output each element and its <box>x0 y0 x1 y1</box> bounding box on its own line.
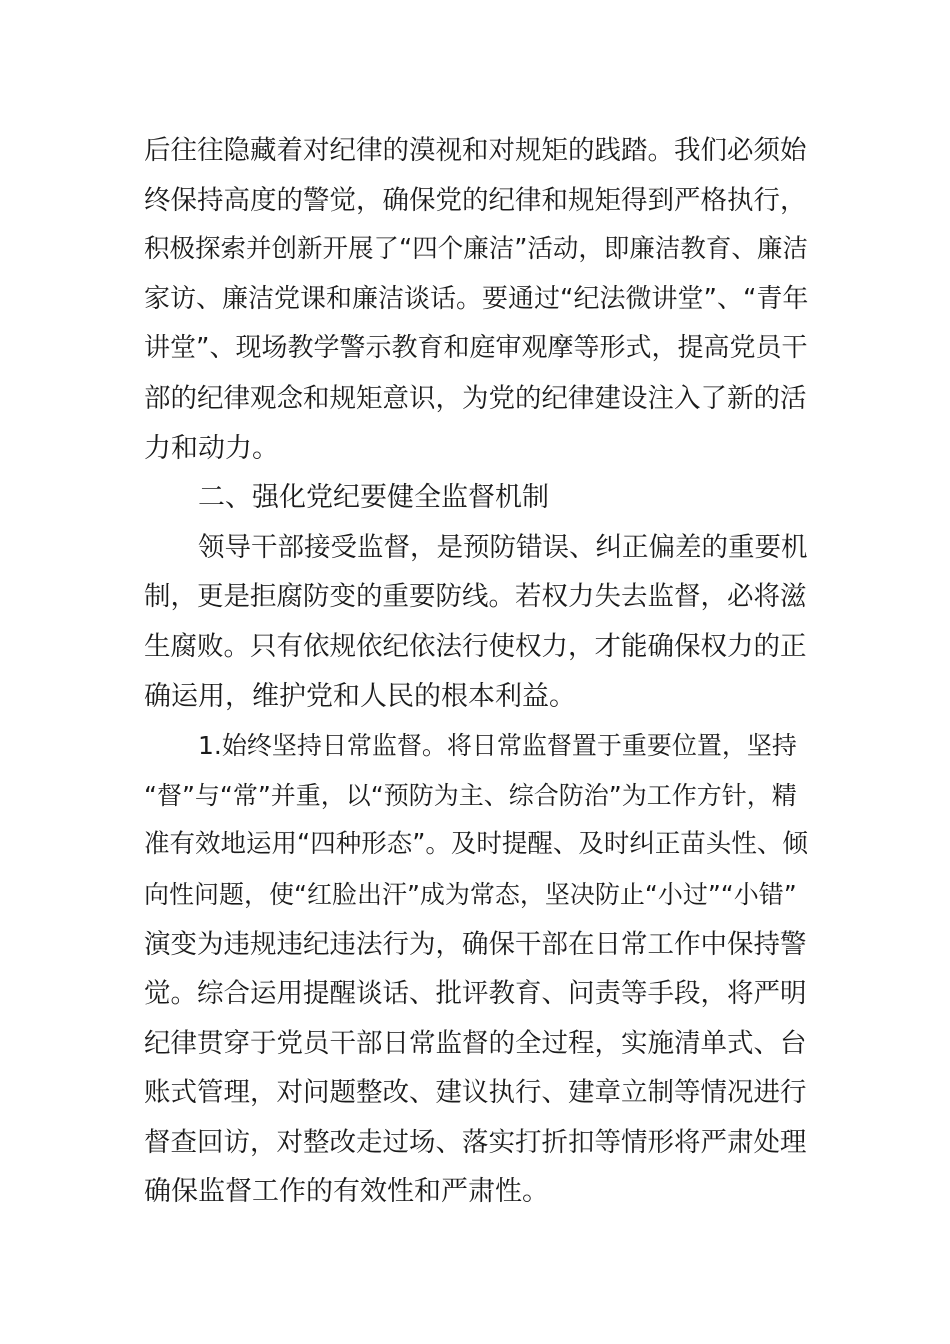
text-line <box>144 1068 808 1118</box>
text-line <box>144 721 808 771</box>
line-text: 家访、廉洁党课和廉洁谈话。要通过“纪法微讲堂”、“青年 <box>144 283 808 314</box>
line-text: 1.始终坚持日常监督。将日常监督置于重要位置，坚持 <box>198 731 797 761</box>
line-text: 力和动力。 <box>144 432 279 464</box>
text-line <box>144 374 808 424</box>
text-line <box>144 225 808 275</box>
line-text: 准有效地运用“四种形态”。及时提醒、及时纠正苗头性、倾 <box>144 829 808 860</box>
document-body <box>144 126 808 1217</box>
section-heading <box>144 473 808 523</box>
text-line <box>144 275 808 325</box>
line-text: 后往往隐藏着对纪律的漠视和对规矩的践踏。我们必须始 <box>144 135 807 166</box>
line-text: 部的纪律观念和规矩意识，为党的纪律建设注入了新的活 <box>144 382 807 414</box>
line-text: 觉。综合运用提醒谈话、批评教育、问责等手段，将严明 <box>144 978 807 1010</box>
line-text: 积极探索并创新开展了“四个廉洁”活动，即廉洁教育、廉洁 <box>144 234 808 265</box>
line-text: 向性问题，使“红脸出汗”成为常态，坚决防止“小过”“小错” <box>144 879 797 909</box>
line-text: 督查回访，对整改走过场、落实打折扣等情形将严肃处理 <box>144 1126 807 1158</box>
text-line <box>144 1167 808 1217</box>
text-line <box>144 920 808 970</box>
line-text: 制，更是拒腐防变的重要防线。若权力失去监督，必将滋 <box>144 581 807 613</box>
line-text: “督”与“常”并重，以“预防为主、综合防治”为工作方针，精 <box>144 780 797 810</box>
line-text: 确保监督工作的有效性和严肃性。 <box>144 1176 549 1208</box>
text-line <box>144 820 808 870</box>
line-text: 演变为违规违纪违法行为，确保干部在日常工作中保持警 <box>144 928 807 960</box>
text-line <box>144 622 808 672</box>
text-line <box>144 523 808 573</box>
line-text: 确运用，维护党和人民的根本利益。 <box>144 680 576 712</box>
text-line <box>144 572 808 622</box>
text-line <box>144 176 808 226</box>
text-line <box>144 1118 808 1168</box>
line-text: 终保持高度的警觉，确保党的纪律和规矩得到严格执行， <box>144 184 807 216</box>
text-line <box>144 424 808 474</box>
line-text: 领导干部接受监督，是预防错误、纠正偏差的重要机 <box>198 531 808 563</box>
heading-text: 二、强化党纪要健全监督机制 <box>198 482 549 514</box>
line-text: 生腐败。只有依规依纪依法行使权力，才能确保权力的正 <box>144 630 807 662</box>
text-line <box>144 324 808 374</box>
text-line <box>144 672 808 722</box>
line-text: 讲堂”、现场教学警示教育和庭审观摩等形式，提高党员干 <box>144 333 808 364</box>
text-line <box>144 870 808 920</box>
text-line <box>144 1019 808 1069</box>
text-line <box>144 126 808 176</box>
line-text: 账式管理，对问题整改、建议执行、建章立制等情况进行 <box>144 1077 807 1109</box>
text-line <box>144 969 808 1019</box>
text-line <box>144 771 808 821</box>
line-text: 纪律贯穿于党员干部日常监督的全过程，实施清单式、台 <box>144 1027 807 1059</box>
